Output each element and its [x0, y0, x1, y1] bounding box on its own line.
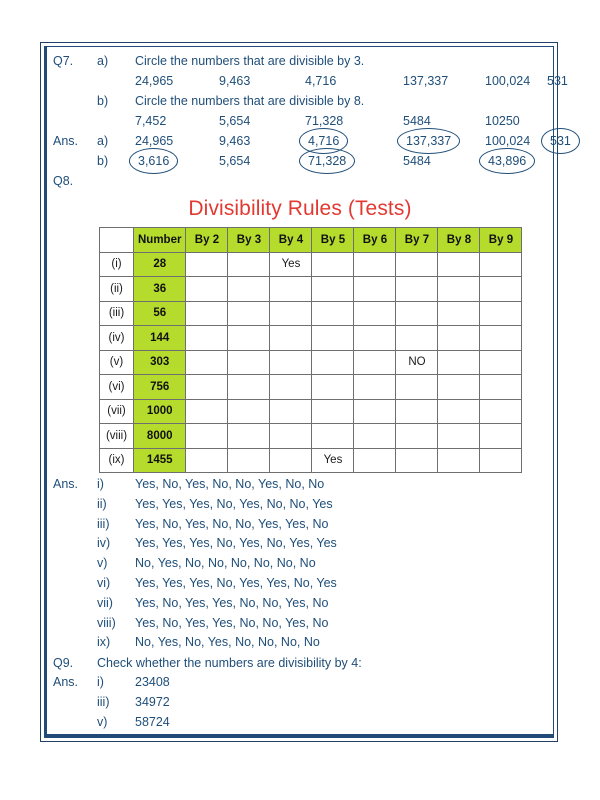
divisibility-cell[interactable] — [480, 252, 522, 277]
answer-number: 100,024 — [485, 134, 531, 148]
divisibility-cell[interactable] — [396, 375, 438, 400]
q7-part-a-prompt: Circle the numbers that are divisible by 3. — [135, 54, 365, 68]
row-number-value: 8000 — [134, 424, 186, 449]
number-cell: 531 — [547, 74, 568, 88]
answer-number-circled: 43,896 — [485, 151, 547, 171]
number-cell: 71,328 — [305, 114, 344, 128]
question-q7-part-b — [53, 91, 547, 111]
divisibility-cell[interactable] — [438, 350, 480, 375]
divisibility-cell[interactable] — [354, 326, 396, 351]
number-cell: 137,337 — [403, 74, 449, 88]
q7-ans-label: Ans. — [53, 134, 79, 148]
rules-table-container — [53, 227, 547, 473]
divisibility-cell[interactable] — [396, 277, 438, 302]
answer-value: Yes, No, Yes, Yes, No, No, Yes, No — [135, 615, 329, 630]
q7-row-b-numbers — [135, 111, 547, 131]
answer-value: 23408 — [135, 675, 170, 690]
row-number-value: 28 — [134, 252, 186, 277]
divisibility-cell[interactable]: NO — [396, 350, 438, 375]
table-row — [100, 252, 522, 277]
answer-value: No, Yes, No, Yes, No, No, No, No — [135, 635, 320, 650]
row-numeral: (viii) — [100, 424, 134, 449]
row-numeral: (iii) — [100, 301, 134, 326]
answer-number-circled: 4,716 — [305, 131, 403, 151]
number-cell: 5484 — [403, 114, 431, 128]
answer-value: 58724 — [135, 714, 170, 729]
row-numeral: (ix) — [100, 448, 134, 473]
table-header-row — [100, 228, 522, 253]
question-q7-part-a — [53, 51, 547, 71]
divisibility-cell[interactable] — [354, 399, 396, 424]
answer-row — [53, 614, 547, 634]
divisibility-cell[interactable] — [186, 326, 228, 351]
divisibility-cell[interactable] — [186, 448, 228, 473]
answer-numeral: i) — [97, 477, 104, 491]
q7-part-a-letter: a) — [97, 54, 109, 68]
divisibility-cell[interactable] — [480, 448, 522, 473]
answer-number-circled: 71,328 — [305, 151, 403, 171]
q8-ans-label — [53, 554, 97, 574]
answer-numeral: ii) — [97, 496, 107, 511]
divisibility-cell[interactable] — [354, 375, 396, 400]
divisibility-cell[interactable] — [228, 350, 270, 375]
q8-ans-label — [53, 495, 97, 515]
divisibility-cell[interactable] — [396, 326, 438, 351]
answer-number-circled: 3,616 — [135, 151, 219, 171]
q8-ans-label — [53, 534, 97, 554]
divisibility-cell[interactable] — [354, 424, 396, 449]
divisibility-cell[interactable] — [228, 301, 270, 326]
q9-ans-label — [53, 693, 97, 713]
answer-value: No, Yes, No, No, No, No, No, No — [135, 556, 316, 571]
divisibility-cell[interactable] — [438, 252, 480, 277]
answer-numeral: iii) — [97, 694, 110, 709]
divisibility-cell[interactable] — [312, 301, 354, 326]
q9-prompt: Check whether the numbers are divisibility by 4: — [97, 656, 362, 671]
divisibility-cell[interactable] — [228, 375, 270, 400]
q9-label: Q9. — [53, 656, 74, 671]
q9-ans-label: Ans. — [53, 675, 79, 690]
answer-number: 5,654 — [219, 154, 251, 168]
answer-value: Yes, No, Yes, No, No, Yes, Yes, No — [135, 516, 329, 531]
q9-ans-label — [53, 713, 97, 733]
answer-row — [53, 693, 547, 713]
number-cell: 5,654 — [219, 114, 251, 128]
divisibility-cell[interactable] — [228, 252, 270, 277]
divisibility-cell[interactable] — [480, 424, 522, 449]
row-numeral: (i) — [100, 252, 134, 277]
divisibility-cell[interactable] — [480, 326, 522, 351]
answer-numeral: viii) — [97, 615, 116, 630]
answer-numeral: v) — [97, 556, 108, 571]
answer-numeral: iii) — [97, 516, 110, 531]
answer-row — [53, 713, 547, 733]
answer-value: Yes, No, Yes, Yes, No, No, Yes, No — [135, 595, 329, 610]
divisibility-cell[interactable]: Yes — [270, 252, 312, 277]
row-number-value: 1000 — [134, 399, 186, 424]
answer-row — [53, 515, 547, 535]
divisibility-cell[interactable] — [186, 277, 228, 302]
divisibility-cell[interactable] — [480, 277, 522, 302]
row-number-value: 756 — [134, 375, 186, 400]
divisibility-cell[interactable] — [270, 326, 312, 351]
row-number-value: 144 — [134, 326, 186, 351]
q7-part-b-numbers-row — [53, 111, 547, 131]
divisibility-rules-title: Divisibility Rules (Tests) — [188, 197, 412, 220]
divisibility-cell[interactable] — [396, 424, 438, 449]
divisibility-cell[interactable] — [228, 326, 270, 351]
divisibility-cell[interactable] — [270, 277, 312, 302]
divisibility-cell[interactable] — [354, 350, 396, 375]
divisibility-cell[interactable] — [312, 252, 354, 277]
q8-answers-list — [53, 475, 547, 653]
table-head — [100, 228, 522, 253]
divisibility-cell[interactable] — [312, 399, 354, 424]
header-by-9: By 9 — [480, 228, 522, 253]
q8-ans-label — [53, 614, 97, 634]
table-row — [100, 448, 522, 473]
q7-answer-b-numbers — [135, 151, 547, 171]
number-cell: 9,463 — [219, 74, 251, 88]
row-numeral: (vi) — [100, 375, 134, 400]
divisibility-cell[interactable] — [438, 448, 480, 473]
header-blank — [100, 228, 134, 253]
divisibility-cell[interactable] — [312, 350, 354, 375]
answer-row — [53, 673, 547, 693]
q7-answer-a-row — [53, 131, 571, 151]
header-number: Number — [134, 228, 186, 253]
divisibility-cell[interactable] — [438, 399, 480, 424]
row-number-value: 1455 — [134, 448, 186, 473]
worksheet-page — [40, 42, 571, 742]
divisibility-cell[interactable] — [186, 399, 228, 424]
divisibility-cell[interactable] — [438, 424, 480, 449]
header-by-6: By 6 — [354, 228, 396, 253]
answer-numeral: iv) — [97, 536, 111, 551]
divisibility-cell[interactable]: Yes — [312, 448, 354, 473]
row-numeral: (v) — [100, 350, 134, 375]
header-by-5: By 5 — [312, 228, 354, 253]
q7-answer-a-numbers — [135, 131, 574, 151]
question-q8 — [53, 171, 547, 191]
answer-row — [53, 495, 547, 515]
answer-value: 34972 — [135, 694, 170, 709]
divisibility-cell[interactable] — [228, 424, 270, 449]
table-row — [100, 326, 522, 351]
answer-value: Yes, Yes, Yes, No, Yes, Yes, No, Yes — [135, 575, 337, 590]
answer-numeral: vi) — [97, 575, 111, 590]
divisibility-cell[interactable] — [270, 448, 312, 473]
answer-numeral: vii) — [97, 595, 113, 610]
divisibility-cell[interactable] — [480, 375, 522, 400]
divisibility-cell[interactable] — [228, 277, 270, 302]
answer-numeral: v) — [97, 714, 108, 729]
divisibility-cell[interactable] — [480, 399, 522, 424]
divisibility-cell[interactable] — [354, 252, 396, 277]
divisibility-cell[interactable] — [186, 375, 228, 400]
number-cell: 24,965 — [135, 74, 174, 88]
q9-answers-list — [53, 673, 547, 732]
q7-label: Q7. — [53, 54, 74, 68]
q8-ans-label — [53, 515, 97, 535]
divisibility-cell[interactable] — [438, 326, 480, 351]
divisibility-cell[interactable] — [354, 277, 396, 302]
q7-part-a-numbers-row — [53, 71, 568, 91]
divisibility-rules-table — [99, 227, 522, 473]
divisibility-cell[interactable] — [270, 375, 312, 400]
number-cell: 100,024 — [485, 74, 531, 88]
answer-number: 5484 — [403, 154, 431, 168]
divisibility-cell[interactable] — [228, 448, 270, 473]
answer-row — [53, 574, 547, 594]
q8-ans-label — [53, 574, 97, 594]
header-by-4: By 4 — [270, 228, 312, 253]
row-number-value: 56 — [134, 301, 186, 326]
q7-ans-b-letter: b) — [97, 154, 109, 168]
row-numeral: (iv) — [100, 326, 134, 351]
answer-value: Yes, Yes, Yes, No, Yes, No, Yes, Yes — [135, 536, 337, 551]
divisibility-cell[interactable] — [396, 399, 438, 424]
answer-value: Yes, No, Yes, No, No, Yes, No, No — [135, 477, 325, 491]
row-number-value: 303 — [134, 350, 186, 375]
answer-number-circled: 137,337 — [403, 131, 485, 151]
q8-label: Q8. — [53, 174, 74, 188]
divisibility-cell[interactable] — [438, 301, 480, 326]
answer-numeral: ix) — [97, 635, 111, 650]
answer-row — [53, 594, 547, 614]
q7-row-a-numbers — [135, 71, 568, 91]
divisibility-cell[interactable] — [354, 448, 396, 473]
number-cell: 10250 — [485, 114, 520, 128]
row-number-value: 36 — [134, 277, 186, 302]
table-row — [100, 350, 522, 375]
page-content — [47, 47, 571, 734]
answer-value: Yes, Yes, Yes, No, Yes, No, No, Yes — [135, 496, 333, 511]
divisibility-cell[interactable] — [396, 448, 438, 473]
page-border-inner — [44, 46, 571, 738]
row-numeral: (ii) — [100, 277, 134, 302]
divisibility-cell[interactable] — [270, 399, 312, 424]
q8-ans-label — [53, 594, 97, 614]
header-by-7: By 7 — [396, 228, 438, 253]
answer-numeral: i) — [97, 675, 104, 690]
divisibility-cell[interactable] — [438, 277, 480, 302]
q7-part-b-prompt: Circle the numbers that are divisible by 8. — [135, 94, 365, 108]
table-row — [100, 375, 522, 400]
table-row — [100, 399, 522, 424]
divisibility-cell[interactable] — [312, 277, 354, 302]
divisibility-cell[interactable] — [186, 252, 228, 277]
answer-row — [53, 633, 547, 653]
table-body — [100, 252, 522, 473]
divisibility-cell[interactable] — [480, 350, 522, 375]
divisibility-cell[interactable] — [312, 375, 354, 400]
row-numeral: (vii) — [100, 399, 134, 424]
q7-part-b-letter: b) — [97, 94, 109, 108]
answer-row — [53, 554, 547, 574]
number-cell: 7,452 — [135, 114, 167, 128]
divisibility-cell[interactable] — [270, 350, 312, 375]
divisibility-cell[interactable] — [270, 424, 312, 449]
question-q9 — [53, 653, 547, 673]
answer-number: 24,965 — [135, 134, 174, 148]
divisibility-cell[interactable] — [186, 424, 228, 449]
divisibility-cell[interactable] — [480, 301, 522, 326]
q7-answer-b-row — [53, 151, 547, 171]
answer-row — [53, 534, 547, 554]
header-by-3: By 3 — [228, 228, 270, 253]
q8-ans-label: Ans. — [53, 477, 79, 491]
divisibility-cell[interactable] — [396, 301, 438, 326]
divisibility-cell[interactable] — [186, 301, 228, 326]
divisibility-cell[interactable] — [312, 326, 354, 351]
divisibility-cell[interactable] — [186, 350, 228, 375]
table-row — [100, 277, 522, 302]
divisibility-cell[interactable] — [438, 375, 480, 400]
header-by-8: By 8 — [438, 228, 480, 253]
divisibility-cell[interactable] — [312, 424, 354, 449]
table-row — [100, 424, 522, 449]
divisibility-cell[interactable] — [396, 252, 438, 277]
divisibility-cell[interactable] — [354, 301, 396, 326]
answer-number-circled: 531 — [547, 131, 574, 151]
header-by-2: By 2 — [186, 228, 228, 253]
answer-row — [53, 475, 547, 495]
answer-number: 9,463 — [219, 134, 251, 148]
divisibility-cell[interactable] — [270, 301, 312, 326]
table-row — [100, 301, 522, 326]
q8-ans-label — [53, 633, 97, 653]
q7-ans-a-letter: a) — [97, 134, 109, 148]
divisibility-cell[interactable] — [228, 399, 270, 424]
number-cell: 4,716 — [305, 74, 337, 88]
